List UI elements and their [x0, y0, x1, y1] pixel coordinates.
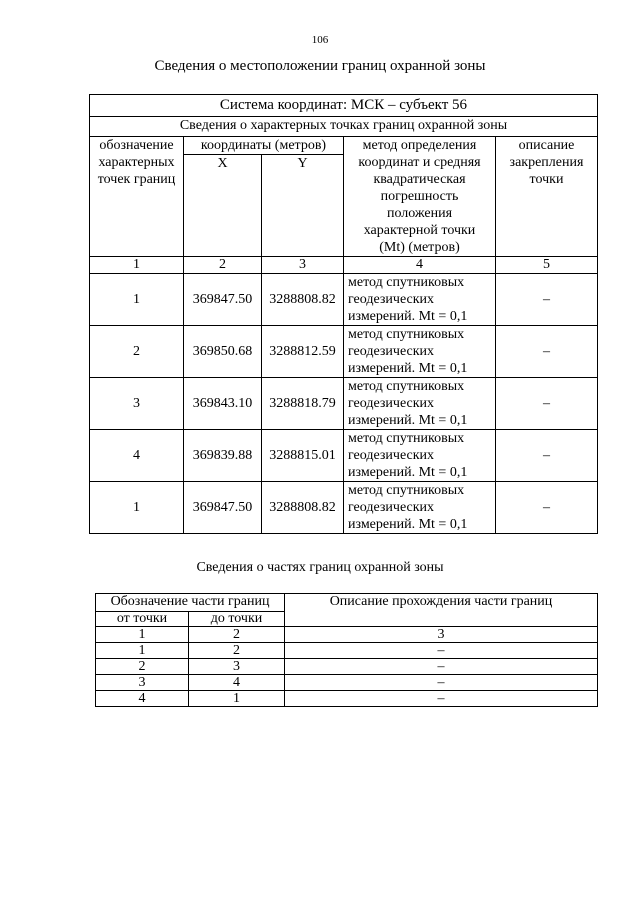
- header-method: метод определения координат и средняя квадратическая погрешность положения характерной точки (Mt) (метров): [344, 137, 496, 257]
- coord-x: 369839.88: [184, 430, 262, 482]
- coord-y: 3288815.01: [262, 430, 344, 482]
- point-description: –: [496, 430, 598, 482]
- point-id: 1: [90, 274, 184, 326]
- point-description: –: [496, 482, 598, 534]
- coord-y: 3288812.59: [262, 326, 344, 378]
- point-id: 2: [90, 326, 184, 378]
- header-y: Y: [262, 155, 344, 257]
- header-x: X: [184, 155, 262, 257]
- table-row: [96, 659, 598, 675]
- column-number: 1: [96, 627, 189, 643]
- coord-y: 3288808.82: [262, 482, 344, 534]
- header-part-designation: Обозначение части границ: [96, 594, 285, 612]
- column-number: 3: [262, 257, 344, 274]
- method-cell: метод спутниковых геодезических измерений. Mt = 0,1: [344, 274, 496, 326]
- table-row: [96, 691, 598, 707]
- to-point: 4: [189, 675, 285, 691]
- to-point: 2: [189, 643, 285, 659]
- method-cell: метод спутниковых геодезических измерений. Mt = 0,1: [344, 326, 496, 378]
- method-cell: метод спутниковых геодезических измерений. Mt = 0,1: [344, 482, 496, 534]
- table-row: [90, 482, 598, 534]
- page-number: 106: [311, 34, 329, 46]
- point-id: 3: [90, 378, 184, 430]
- table-row: [90, 430, 598, 482]
- from-point: 4: [96, 691, 189, 707]
- part-description: –: [285, 659, 598, 675]
- method-cell: метод спутниковых геодезических измерений. Mt = 0,1: [344, 378, 496, 430]
- boundary-parts-table: [95, 593, 598, 707]
- point-description: –: [496, 378, 598, 430]
- table-row: [96, 675, 598, 691]
- table-row: [90, 378, 598, 430]
- column-number: 3: [285, 627, 598, 643]
- header-point-designation: обозначение характерных точек границ: [90, 137, 184, 257]
- coord-y: 3288808.82: [262, 274, 344, 326]
- boundary-points-table: [89, 94, 598, 534]
- table-row: [90, 274, 598, 326]
- table-row: [90, 326, 598, 378]
- section-title: Сведения о частях границ охранной зоны: [196, 560, 444, 575]
- method-cell: метод спутниковых геодезических измерений. Mt = 0,1: [344, 430, 496, 482]
- header-coordinates: координаты (метров): [184, 137, 344, 155]
- to-point: 1: [189, 691, 285, 707]
- to-point: 3: [189, 659, 285, 675]
- part-description: –: [285, 675, 598, 691]
- point-description: –: [496, 274, 598, 326]
- header-description: описание закрепления точки: [496, 137, 598, 257]
- coordinate-system-caption: Система координат: МСК – субъект 56: [90, 95, 598, 117]
- coord-x: 369843.10: [184, 378, 262, 430]
- page-title: Сведения о местоположении границ охранной зоны: [154, 58, 486, 74]
- part-description: –: [285, 643, 598, 659]
- from-point: 1: [96, 643, 189, 659]
- coord-y: 3288818.79: [262, 378, 344, 430]
- coord-x: 369847.50: [184, 274, 262, 326]
- from-point: 2: [96, 659, 189, 675]
- coord-x: 369847.50: [184, 482, 262, 534]
- header-to-point: до точки: [189, 612, 285, 627]
- column-number: 4: [344, 257, 496, 274]
- column-number: 1: [90, 257, 184, 274]
- header-from-point: от точки: [96, 612, 189, 627]
- point-description: –: [496, 326, 598, 378]
- part-description: –: [285, 691, 598, 707]
- column-number: 2: [189, 627, 285, 643]
- header-part-description: Описание прохождения части границ: [285, 594, 598, 627]
- column-number: 2: [184, 257, 262, 274]
- table-row: [96, 643, 598, 659]
- coord-x: 369850.68: [184, 326, 262, 378]
- table-subtitle: Сведения о характерных точках границ охранной зоны: [90, 117, 598, 137]
- from-point: 3: [96, 675, 189, 691]
- point-id: 1: [90, 482, 184, 534]
- column-number: 5: [496, 257, 598, 274]
- point-id: 4: [90, 430, 184, 482]
